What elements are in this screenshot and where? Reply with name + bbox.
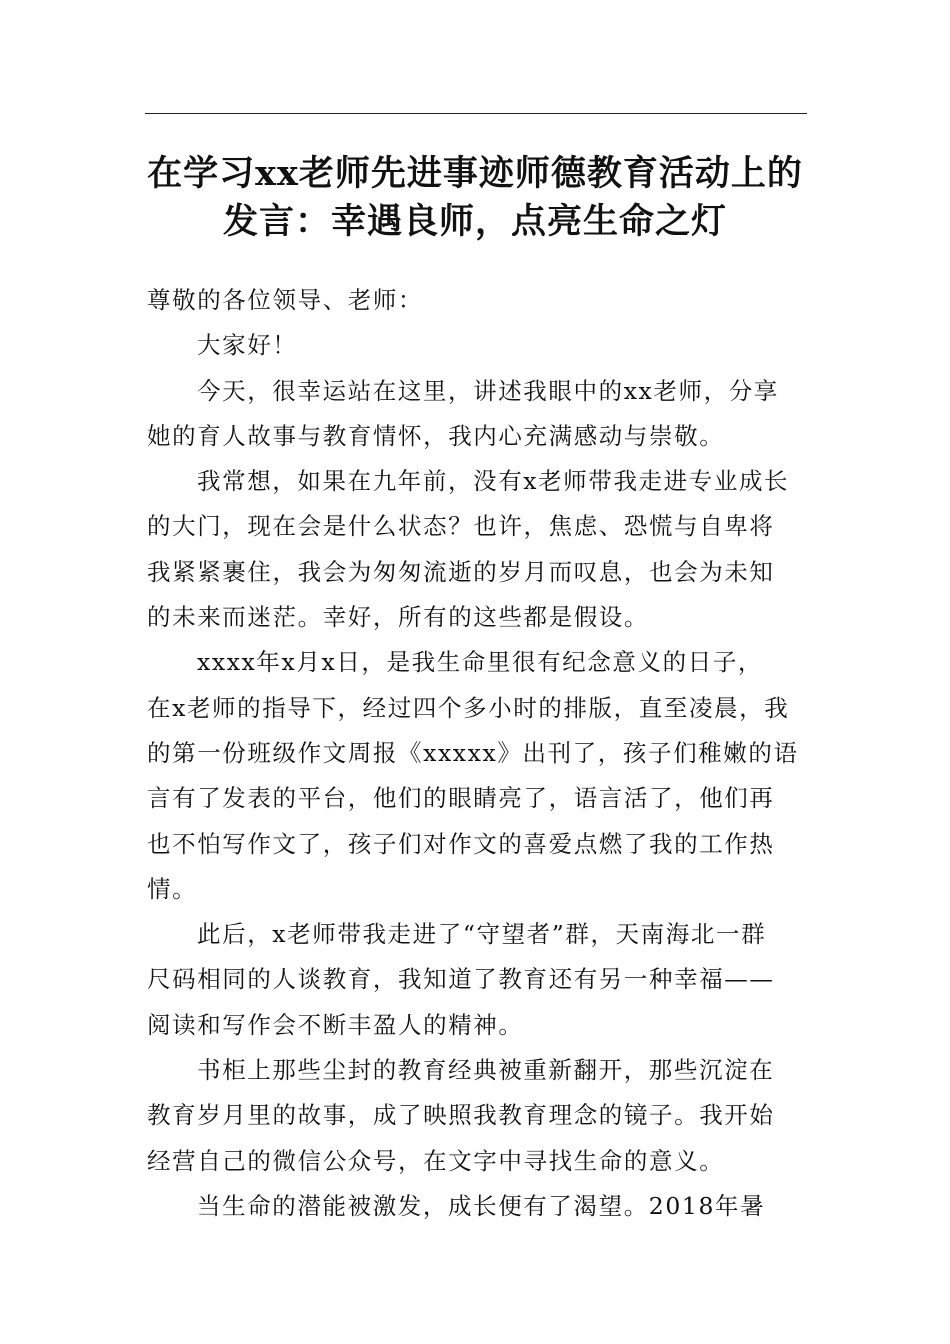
- paragraph-line: 书柜上那些尘封的教育经典被重新翻开，那些沉淀在: [197, 1056, 775, 1085]
- paragraph-line: 的第一份班级作文周报《xxxxx》出刊了，孩子们稚嫩的语: [147, 738, 799, 767]
- paragraph: [147, 640, 807, 912]
- paragraph-line: 此后，x老师带我走进了“守望者”群，天南海北一群: [197, 920, 767, 949]
- paragraph-line: 我紧紧裹住，我会为匆匆流逝的岁月而叹息，也会为未知: [147, 557, 775, 586]
- paragraph: [147, 369, 807, 460]
- paragraph-line: 尺码相同的人谈教育，我知道了教育还有另一种幸福——: [147, 965, 775, 994]
- paragraph: [147, 323, 807, 368]
- paragraph-line: 她的育人故事与教育情怀，我内心充满感动与崇敬。: [147, 421, 725, 450]
- paragraph-line: 教育岁月里的故事，成了映照我教育理念的镜子。我开始: [147, 1101, 775, 1130]
- paragraph: [147, 1184, 807, 1229]
- paragraph-line: 阅读和写作会不断丰盈人的精神。: [147, 1010, 524, 1039]
- paragraph-line: 今天，很幸运站在这里，讲述我眼中的xx老师，分享: [197, 376, 779, 405]
- paragraph-line: 当生命的潜能被激发，成长便有了渴望。2018年暑: [197, 1191, 766, 1220]
- paragraph-line: 情。: [147, 874, 198, 903]
- paragraph-line: 也不怕写作文了，孩子们对作文的喜爱点燃了我的工作热: [147, 829, 775, 858]
- paragraph: [147, 1048, 807, 1184]
- paragraph-line: 大家好！: [197, 331, 298, 360]
- paragraph: [147, 912, 807, 1048]
- paragraph-line: xxxx年x月x日，是我生命里很有纪念意义的日子，: [197, 648, 764, 677]
- document-title: [120, 150, 830, 246]
- paragraph-line: 在x老师的指导下，经过四个多小时的排版，直至凌晨，我: [147, 693, 790, 722]
- paragraph-line: 经营自己的微信公众号，在文字中寻找生命的意义。: [147, 1146, 725, 1175]
- title-line: 发言：幸遇良师，点亮生命之灯: [222, 201, 727, 242]
- paragraph-line: 言有了发表的平台，他们的眼睛亮了，语言活了，他们再: [147, 784, 775, 813]
- header-rule: [145, 113, 807, 114]
- title-line: 在学习xx老师先进事迹师德教育活动上的: [147, 153, 803, 194]
- paragraph-line: 的大门，现在会是什么状态？也许，焦虑、恐慌与自卑将: [147, 512, 775, 541]
- salutation: 尊敬的各位领导、老师：: [147, 286, 424, 314]
- paragraph-line: 我常想，如果在九年前，没有x老师带我走进专业成长: [197, 467, 790, 496]
- paragraph-line: 的未来而迷茫。幸好，所有的这些都是假设。: [147, 603, 649, 632]
- paragraph: [147, 459, 807, 640]
- document-body: [147, 278, 807, 1229]
